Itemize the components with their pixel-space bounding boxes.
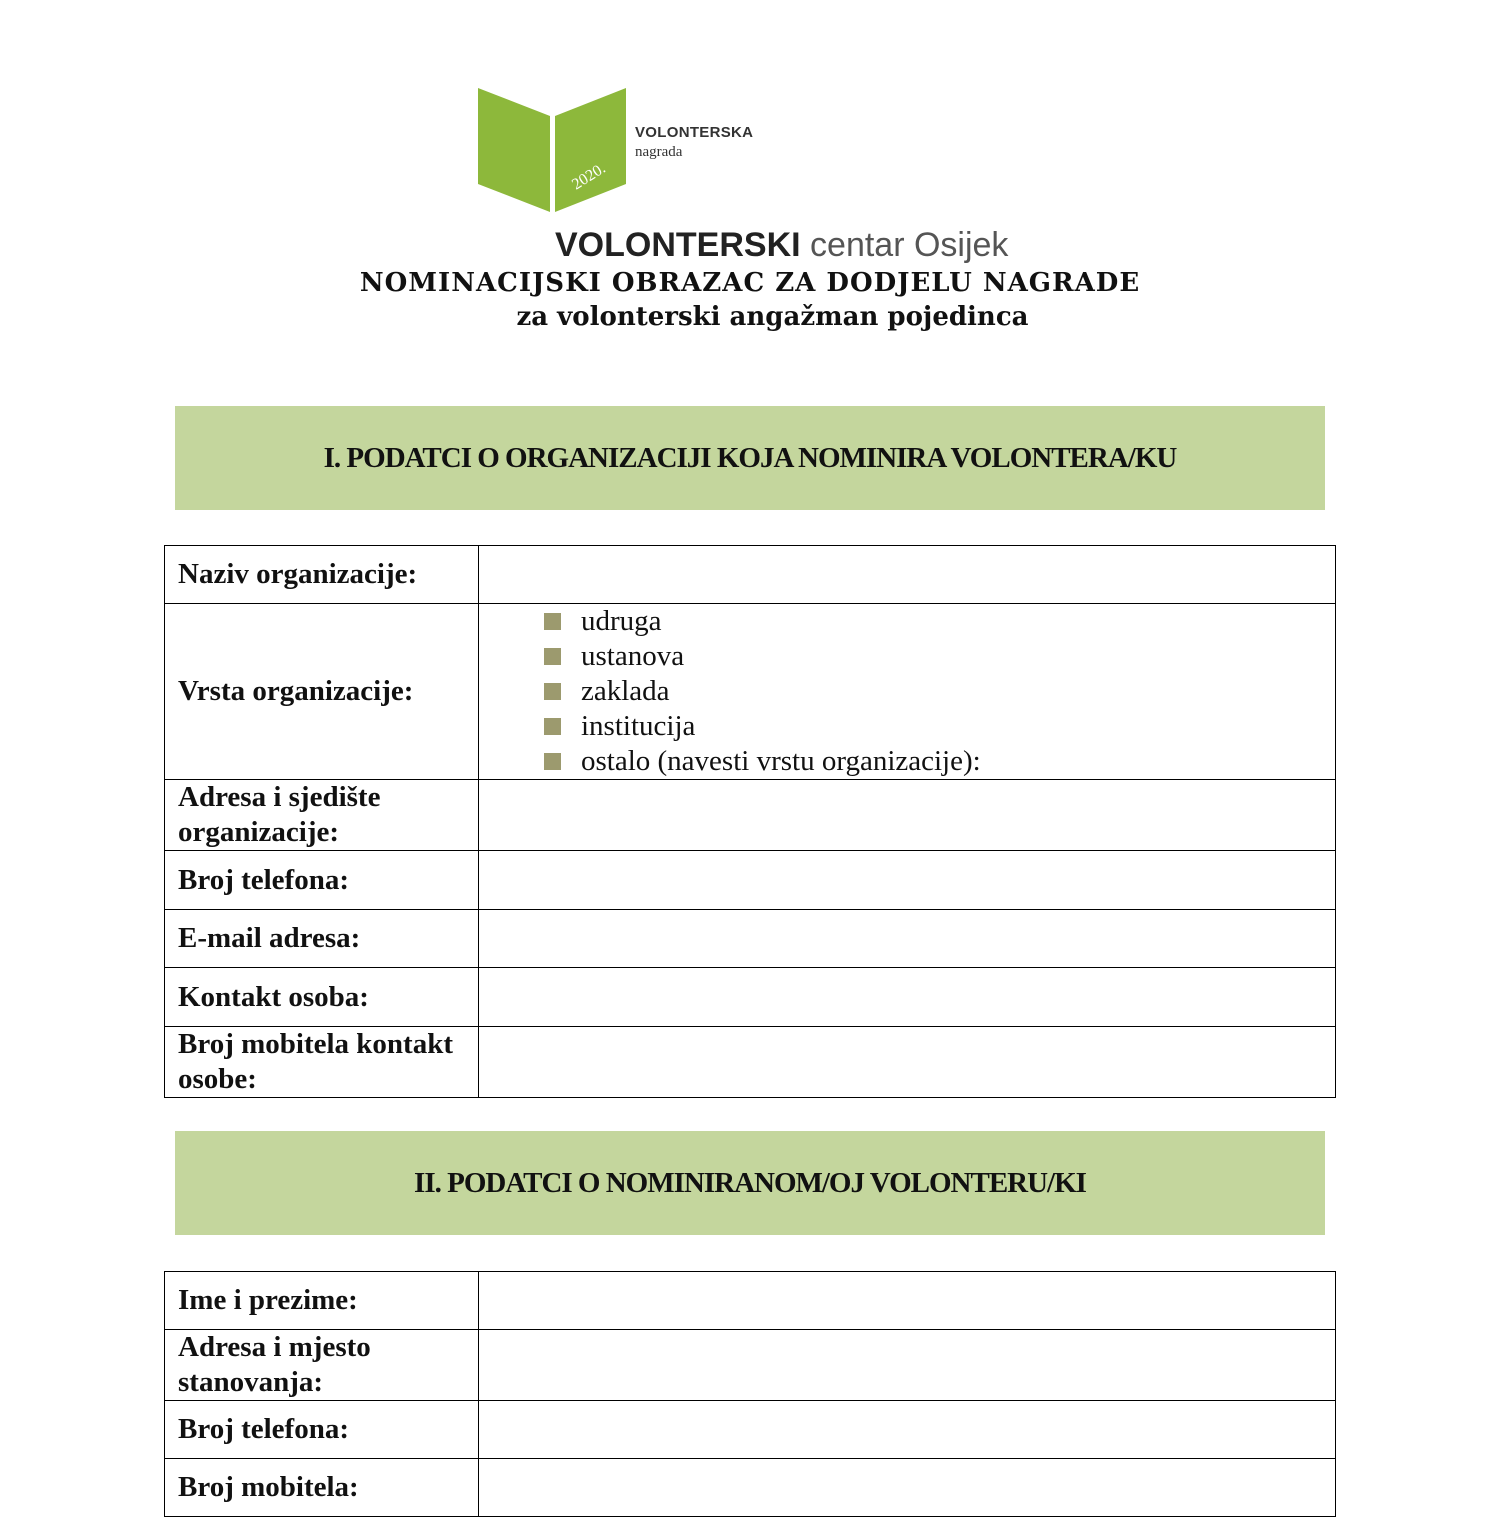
input-email-adresa[interactable]: [479, 910, 1336, 968]
option-ostalo[interactable]: ostalo (navesti vrstu organizacije):: [544, 744, 1335, 779]
logo: [478, 86, 778, 216]
input-broj-mobitela-kontakt[interactable]: [479, 1027, 1336, 1098]
input-broj-mobitela-volonter[interactable]: [479, 1459, 1336, 1517]
label-email-adresa: E-mail adresa:: [165, 910, 479, 968]
input-adresa-stanovanja[interactable]: [479, 1330, 1336, 1401]
table-row: [165, 968, 1336, 1027]
section-1-heading: I. PODATCI O ORGANIZACIJI KOJA NOMINIRA VOLONTERA/KU: [175, 406, 1325, 510]
table-row: [165, 780, 1336, 851]
label-kontakt-osoba: Kontakt osoba:: [165, 968, 479, 1027]
organization-table: [164, 545, 1336, 1098]
input-broj-telefona-volonter[interactable]: [479, 1401, 1336, 1459]
table-row: [165, 910, 1336, 968]
organization-name-light: centar Osijek: [810, 226, 1009, 264]
label-broj-mobitela-volonter: Broj mobitela:: [165, 1459, 479, 1517]
label-adresa-sjediste: Adresa i sjedište organizacije:: [165, 780, 479, 851]
book-logo-icon: [478, 86, 628, 216]
logo-year: 2020.: [569, 159, 609, 194]
label-vrsta-organizacije: Vrsta organizacije:: [165, 604, 479, 780]
input-broj-telefona[interactable]: [479, 851, 1336, 910]
label-broj-mobitela-kontakt: Broj mobitela kontakt osobe:: [165, 1027, 479, 1098]
checkbox-icon[interactable]: [544, 648, 561, 665]
option-ustanova[interactable]: ustanova: [544, 639, 1335, 674]
checkbox-icon[interactable]: [544, 753, 561, 770]
volunteer-table: [164, 1271, 1336, 1517]
table-row: [165, 546, 1336, 604]
table-row: [165, 1401, 1336, 1459]
checkbox-icon[interactable]: [544, 718, 561, 735]
input-adresa-sjediste[interactable]: [479, 780, 1336, 851]
options-vrsta-organizacije: [479, 604, 1336, 780]
option-institucija[interactable]: institucija: [544, 709, 1335, 744]
input-kontakt-osoba[interactable]: [479, 968, 1336, 1027]
table-row: [165, 604, 1336, 780]
logo-subtitle: nagrada: [635, 144, 683, 160]
checkbox-icon[interactable]: [544, 683, 561, 700]
form-subtitle: za volonterski angažman pojedinca: [516, 302, 1029, 332]
table-row: [165, 1459, 1336, 1517]
option-zaklada[interactable]: zaklada: [544, 674, 1335, 709]
organization-name-bold: VOLONTERSKI: [555, 226, 801, 264]
checkbox-icon[interactable]: [544, 613, 561, 630]
option-udruga[interactable]: udruga: [544, 604, 1335, 639]
table-row: [165, 1027, 1336, 1098]
table-row: [165, 1272, 1336, 1330]
input-ime-prezime[interactable]: [479, 1272, 1336, 1330]
section-2-heading: II. PODATCI O NOMINIRANOM/OJ VOLONTERU/KI: [175, 1131, 1325, 1235]
table-row: [165, 851, 1336, 910]
label-broj-telefona: Broj telefona:: [165, 851, 479, 910]
label-naziv-organizacije: Naziv organizacije:: [165, 546, 479, 604]
logo-title: VOLONTERSKA: [635, 124, 754, 141]
label-adresa-stanovanja: Adresa i mjesto stanovanja:: [165, 1330, 479, 1401]
input-naziv-organizacije[interactable]: [479, 546, 1336, 604]
table-row: [165, 1330, 1336, 1401]
label-ime-prezime: Ime i prezime:: [165, 1272, 479, 1330]
organization-name: [555, 226, 1008, 265]
label-broj-telefona-volonter: Broj telefona:: [165, 1401, 479, 1459]
form-title: NOMINACIJSKI OBRAZAC ZA DODJELU NAGRADE: [359, 268, 1141, 298]
